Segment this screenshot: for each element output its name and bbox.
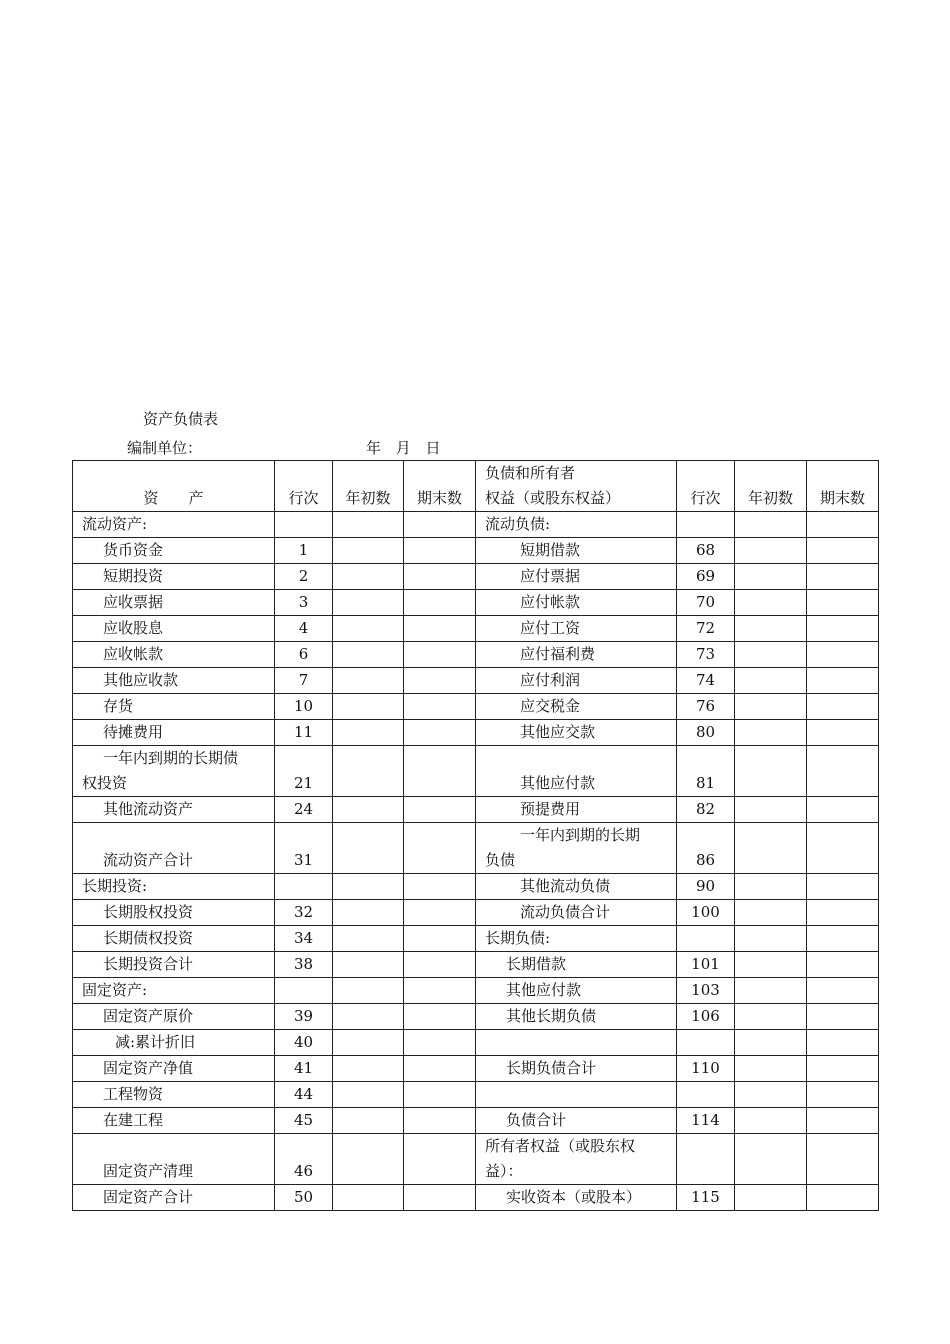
table-row (73, 1082, 879, 1108)
asset-label: 应收股息 (73, 616, 275, 642)
liab-row-no (677, 1030, 735, 1056)
asset-row-no: 31 (275, 823, 333, 874)
header-liab-line2: 权益（或股东权益） (485, 489, 621, 507)
liab-label (476, 1030, 677, 1056)
asset-end (404, 978, 476, 1004)
liab-label: 实收资本（或股本） (476, 1185, 677, 1211)
header-row (73, 461, 879, 512)
liab-label: 其他长期负债 (476, 1004, 677, 1030)
asset-begin (333, 564, 404, 590)
asset-begin (333, 720, 404, 746)
asset-end (404, 564, 476, 590)
liab-end (807, 720, 879, 746)
liab-end (807, 1134, 879, 1185)
asset-row-no: 32 (275, 900, 333, 926)
asset-label: 货币资金 (73, 538, 275, 564)
liab-row-no: 70 (677, 590, 735, 616)
liab-row-no: 114 (677, 1108, 735, 1134)
asset-label: 减:累计折旧 (73, 1030, 275, 1056)
header-end: 期末数 (404, 461, 476, 512)
asset-end (404, 1004, 476, 1030)
asset-label: 其他流动资产 (73, 797, 275, 823)
asset-label: 长期股权投资 (73, 900, 275, 926)
liab-label-line1: 所有者权益（或股东权 (485, 1137, 636, 1155)
asset-end (404, 823, 476, 874)
header-row-no-right: 行次 (677, 461, 735, 512)
liab-begin (735, 746, 807, 797)
liab-begin (735, 668, 807, 694)
liab-label: 应付福利费 (476, 642, 677, 668)
table-row (73, 874, 879, 900)
asset-begin (333, 952, 404, 978)
liab-row-no: 103 (677, 978, 735, 1004)
asset-label-line1: 一年内到期的长期债 (103, 749, 239, 767)
liab-begin (735, 952, 807, 978)
asset-label: 存货 (73, 694, 275, 720)
asset-row-no: 50 (275, 1185, 333, 1211)
table-row (73, 1030, 879, 1056)
table-row (73, 642, 879, 668)
asset-label: 流动资产合计 (73, 823, 275, 874)
asset-end (404, 1134, 476, 1185)
asset-row-no: 6 (275, 642, 333, 668)
table-row (73, 746, 879, 797)
liab-row-no: 72 (677, 616, 735, 642)
asset-label-line2: 权投资 (82, 774, 128, 792)
liab-end (807, 1082, 879, 1108)
liab-label: 应付票据 (476, 564, 677, 590)
liab-row-no: 68 (677, 538, 735, 564)
asset-begin (333, 1004, 404, 1030)
asset-end (404, 952, 476, 978)
asset-label: 固定资产清理 (73, 1134, 275, 1185)
asset-begin (333, 926, 404, 952)
asset-label: 固定资产原价 (73, 1004, 275, 1030)
table-row (73, 1056, 879, 1082)
asset-begin (333, 694, 404, 720)
asset-row-no: 10 (275, 694, 333, 720)
asset-begin (333, 1134, 404, 1185)
liab-end (807, 694, 879, 720)
table-row (73, 590, 879, 616)
liab-label: 长期借款 (476, 952, 677, 978)
header-liab-line1: 负债和所有者 (485, 464, 576, 482)
asset-begin (333, 616, 404, 642)
liab-begin (735, 564, 807, 590)
liab-end (807, 616, 879, 642)
asset-label: 固定资产合计 (73, 1185, 275, 1211)
liab-begin (735, 616, 807, 642)
liab-end (807, 874, 879, 900)
liab-label (476, 1134, 677, 1185)
liab-label: 其他应付款 (476, 746, 677, 797)
header-assets: 资 产 (73, 461, 275, 512)
liab-end (807, 978, 879, 1004)
asset-end (404, 1185, 476, 1211)
asset-end (404, 797, 476, 823)
liab-label: 应付工资 (476, 616, 677, 642)
liab-label: 长期负债: (476, 926, 677, 952)
liab-label: 短期借款 (476, 538, 677, 564)
asset-row-no: 38 (275, 952, 333, 978)
header-row-no: 行次 (275, 461, 333, 512)
liab-row-no (677, 1082, 735, 1108)
liab-label (476, 823, 677, 874)
date-label: 年 月 日 (366, 439, 441, 457)
asset-begin (333, 590, 404, 616)
liab-begin (735, 590, 807, 616)
asset-end (404, 1056, 476, 1082)
liab-end (807, 564, 879, 590)
liab-end (807, 512, 879, 538)
header-liabilities (476, 461, 677, 512)
liab-begin (735, 900, 807, 926)
liab-label: 负债合计 (476, 1108, 677, 1134)
asset-end (404, 616, 476, 642)
liab-begin (735, 720, 807, 746)
liab-begin (735, 1030, 807, 1056)
report-title: 资产负债表 (143, 410, 219, 428)
asset-begin (333, 512, 404, 538)
liab-row-no: 76 (677, 694, 735, 720)
liab-label (476, 1082, 677, 1108)
liab-end (807, 1004, 879, 1030)
liab-row-no: 100 (677, 900, 735, 926)
liab-end (807, 900, 879, 926)
liab-label: 其他应交款 (476, 720, 677, 746)
asset-end (404, 538, 476, 564)
asset-row-no: 46 (275, 1134, 333, 1185)
table-row (73, 1134, 879, 1185)
liab-row-no: 82 (677, 797, 735, 823)
liab-begin (735, 1108, 807, 1134)
liab-begin (735, 538, 807, 564)
asset-end (404, 512, 476, 538)
asset-row-no: 39 (275, 1004, 333, 1030)
asset-row-no (275, 512, 333, 538)
liab-begin (735, 874, 807, 900)
asset-end (404, 900, 476, 926)
liab-row-no: 80 (677, 720, 735, 746)
liab-begin (735, 1082, 807, 1108)
liab-row-no (677, 926, 735, 952)
asset-end (404, 1030, 476, 1056)
asset-begin (333, 874, 404, 900)
asset-begin (333, 823, 404, 874)
asset-begin (333, 1056, 404, 1082)
asset-begin (333, 1082, 404, 1108)
table-row (73, 564, 879, 590)
asset-row-no: 24 (275, 797, 333, 823)
asset-label (73, 746, 275, 797)
liab-row-no (677, 1134, 735, 1185)
asset-end (404, 642, 476, 668)
liab-end (807, 797, 879, 823)
liab-end (807, 926, 879, 952)
liab-label: 长期负债合计 (476, 1056, 677, 1082)
liab-end (807, 668, 879, 694)
liab-end (807, 1108, 879, 1134)
balance-sheet-table (72, 460, 879, 1211)
asset-begin (333, 1030, 404, 1056)
liab-label: 流动负债: (476, 512, 677, 538)
liab-row-no (677, 512, 735, 538)
asset-end (404, 720, 476, 746)
liab-row-no: 81 (677, 746, 735, 797)
asset-begin (333, 1108, 404, 1134)
asset-label: 在建工程 (73, 1108, 275, 1134)
liab-end (807, 952, 879, 978)
asset-row-no: 44 (275, 1082, 333, 1108)
liab-begin (735, 1056, 807, 1082)
asset-label: 固定资产: (73, 978, 275, 1004)
header-begin-right: 年初数 (735, 461, 807, 512)
liab-begin (735, 694, 807, 720)
liab-end (807, 642, 879, 668)
asset-end (404, 926, 476, 952)
table-row (73, 694, 879, 720)
liab-end (807, 538, 879, 564)
asset-row-no: 45 (275, 1108, 333, 1134)
asset-row-no (275, 978, 333, 1004)
table-row (73, 1108, 879, 1134)
compiler-unit-label: 编制单位： (127, 439, 203, 457)
table-row (73, 978, 879, 1004)
asset-begin (333, 797, 404, 823)
liab-label: 预提费用 (476, 797, 677, 823)
table-row (73, 1004, 879, 1030)
liab-begin (735, 978, 807, 1004)
table-row (73, 1185, 879, 1211)
table-row (73, 616, 879, 642)
table-row (73, 900, 879, 926)
liab-begin (735, 1134, 807, 1185)
liab-row-no: 86 (677, 823, 735, 874)
asset-row-no: 2 (275, 564, 333, 590)
liab-end (807, 1030, 879, 1056)
asset-begin (333, 538, 404, 564)
liab-label: 其他流动负债 (476, 874, 677, 900)
liab-end (807, 590, 879, 616)
liab-label: 应付帐款 (476, 590, 677, 616)
liab-begin (735, 797, 807, 823)
asset-begin (333, 746, 404, 797)
asset-row-no: 21 (275, 746, 333, 797)
liab-row-no: 90 (677, 874, 735, 900)
table-row (73, 538, 879, 564)
table-row (73, 512, 879, 538)
liab-row-no: 74 (677, 668, 735, 694)
liab-begin (735, 642, 807, 668)
asset-end (404, 590, 476, 616)
asset-end (404, 668, 476, 694)
table-row (73, 720, 879, 746)
asset-label: 长期投资合计 (73, 952, 275, 978)
asset-label: 其他应收款 (73, 668, 275, 694)
liab-label: 流动负债合计 (476, 900, 677, 926)
asset-end (404, 1082, 476, 1108)
asset-end (404, 746, 476, 797)
liab-row-no: 101 (677, 952, 735, 978)
liab-begin (735, 1185, 807, 1211)
liab-begin (735, 823, 807, 874)
asset-row-no: 11 (275, 720, 333, 746)
asset-row-no: 1 (275, 538, 333, 564)
asset-row-no: 3 (275, 590, 333, 616)
asset-end (404, 1108, 476, 1134)
asset-label: 应收票据 (73, 590, 275, 616)
liab-end (807, 1185, 879, 1211)
table-row (73, 926, 879, 952)
asset-label: 固定资产净值 (73, 1056, 275, 1082)
liab-row-no: 115 (677, 1185, 735, 1211)
asset-label: 长期投资: (73, 874, 275, 900)
asset-begin (333, 1185, 404, 1211)
liab-label-line2: 负债 (485, 851, 516, 869)
asset-begin (333, 668, 404, 694)
asset-label: 流动资产: (73, 512, 275, 538)
asset-begin (333, 642, 404, 668)
liab-row-no: 106 (677, 1004, 735, 1030)
asset-label: 长期债权投资 (73, 926, 275, 952)
liab-label-line1: 一年内到期的长期 (520, 826, 641, 844)
asset-row-no (275, 874, 333, 900)
asset-end (404, 694, 476, 720)
asset-row-no: 34 (275, 926, 333, 952)
liab-label: 其他应付款 (476, 978, 677, 1004)
asset-row-no: 4 (275, 616, 333, 642)
table-row (73, 823, 879, 874)
asset-label: 短期投资 (73, 564, 275, 590)
liab-begin (735, 512, 807, 538)
liab-begin (735, 926, 807, 952)
liab-end (807, 1056, 879, 1082)
asset-label: 应收帐款 (73, 642, 275, 668)
asset-begin (333, 900, 404, 926)
liab-begin (735, 1004, 807, 1030)
liab-end (807, 823, 879, 874)
asset-row-no: 40 (275, 1030, 333, 1056)
asset-row-no: 41 (275, 1056, 333, 1082)
liab-row-no: 110 (677, 1056, 735, 1082)
asset-label: 工程物资 (73, 1082, 275, 1108)
liab-row-no: 73 (677, 642, 735, 668)
asset-label: 待摊费用 (73, 720, 275, 746)
liab-label: 应交税金 (476, 694, 677, 720)
asset-begin (333, 978, 404, 1004)
asset-end (404, 874, 476, 900)
table-row (73, 797, 879, 823)
table-row (73, 952, 879, 978)
liab-label-line2: 益）： (485, 1162, 523, 1180)
asset-row-no: 7 (275, 668, 333, 694)
table-row (73, 668, 879, 694)
header-begin: 年初数 (333, 461, 404, 512)
liab-row-no: 69 (677, 564, 735, 590)
liab-end (807, 746, 879, 797)
liab-label: 应付利润 (476, 668, 677, 694)
header-end-right: 期末数 (807, 461, 879, 512)
